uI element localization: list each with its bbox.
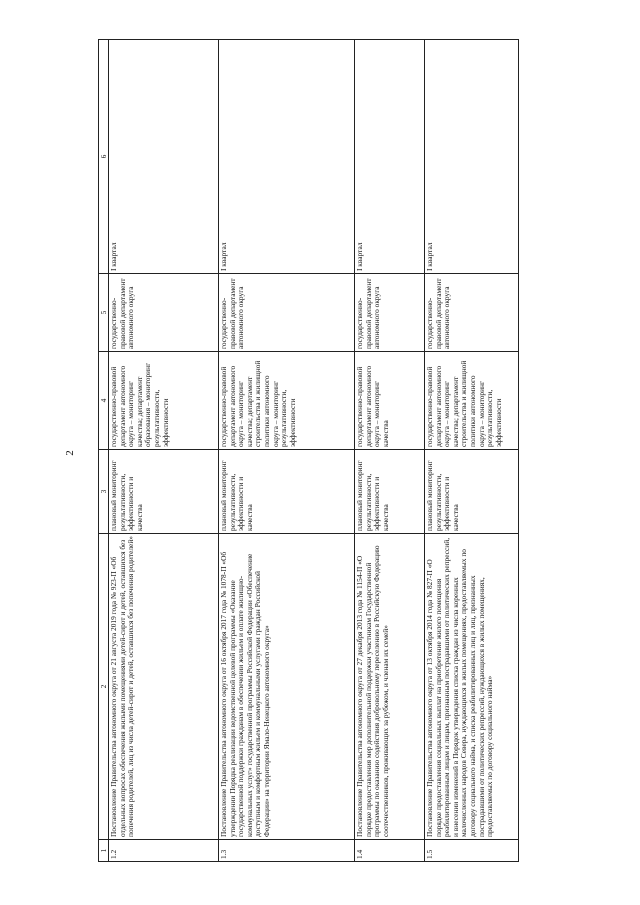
document-title: Постановление Правительства автономного округа от 21 августа 2019 года № 923-П «Об отдельных вопросах обеспечения жилыми помещениями детей-сирот и детей, оставшихся без попечения родителей, лиц из числа детей-сирот и детей, оставшихся без попечения родителей»	[109, 534, 219, 840]
monitoring-type: плановый мониторинг результативности, эффективности и качества	[109, 450, 219, 534]
header-cell-6: 6	[99, 40, 109, 274]
participants: государственно-правовой департамент автономного округа – мониторинг качества; департамент образования – мониторинг результативности, эффективности	[109, 352, 219, 450]
document-title: Постановление Правительства автономного округа от 13 октября 2014 года № 827-П «О порядке предоставления социальных выплат на приобретение жилого помещения реабилитированным лицам и лицам, признанным пострадавшими от политических репрессий, и внесении изменений в Порядок утверждения списка граждан из числа коренных малочисленных народов Севера, нуждающихся в жилых помещениях, предоставляемых по договору социального найма, и списка реабилитированных лиц и лиц, признанных пострадавшими от политических репрессий, нуждающихся в жилых помещениях, предоставляемых по договору социального найма»	[425, 534, 519, 840]
header-cell-3: 3	[99, 450, 109, 534]
header-cell-2: 2	[99, 534, 109, 840]
rotated-table-frame	[98, 40, 518, 862]
responsible: государственно-правовой департамент автономного округа	[219, 274, 355, 352]
table-row	[219, 40, 355, 862]
term: I квартал	[219, 40, 355, 274]
row-number: 1.5	[425, 840, 519, 862]
participants: государственно-правовой департамент автономного округа – мониторинг качества; департамент строительства и жилищной политики автономного округа – мониторинг результативности, эффективности	[219, 352, 355, 450]
table-container	[98, 40, 518, 862]
responsible: государственно-правовой департамент автономного округа	[109, 274, 219, 352]
monitoring-type: плановый мониторинг результативности, эффективности и качества	[355, 450, 425, 534]
table-row	[109, 40, 219, 862]
row-number: 1.2	[109, 840, 219, 862]
monitoring-type: плановый мониторинг результативности, эффективности и качества	[425, 450, 519, 534]
header-cell-4: 4	[99, 352, 109, 450]
responsible: государственно-правовой департамент автономного округа	[355, 274, 425, 352]
participants: государственно-правовой департамент автономного округа – мониторинг качества	[355, 352, 425, 450]
table-row	[355, 40, 425, 862]
participants: государственно-правовой департамент автономного округа – мониторинг качества; департамент строительства и жилищной политики автономного округа – мониторинг результативности, эффективности	[425, 352, 519, 450]
term: I квартал	[355, 40, 425, 274]
row-number: 1.3	[219, 840, 355, 862]
responsible: государственно-правовой департамент автономного округа	[425, 274, 519, 352]
header-cell-1: 1	[99, 840, 109, 862]
page-number: 2	[64, 450, 76, 456]
header-cell-5: 5	[99, 274, 109, 352]
term: I квартал	[109, 40, 219, 274]
monitoring-plan-table	[98, 39, 519, 862]
header-row	[99, 40, 109, 862]
term: I квартал	[425, 40, 519, 274]
table-row	[425, 40, 519, 862]
row-number: 1.4	[355, 840, 425, 862]
document-title: Постановление Правительства автономного округа от 27 декабря 2013 года № 1154-П «О порядке предоставления мер дополнительной поддержки участникам Государственной программы по оказанию содействия добровольному переселению в Российскую Федерацию соотечественников, проживающих за рубежом, и членам их семей»	[355, 534, 425, 840]
document-title: Постановление Правительства автономного округа от 16 октября 2017 года № 1078-П «Об утверждении Порядка реализации ведомственной целевой программы «Оказание государственной поддержки гражданам в обеспечении жильем и оплате жилищно-коммунальных услуг» государственной программы Российской Федерации «Обеспечение доступным и комфортным жильем и коммунальными услугами граждан Российской Федерации» на территории Ямало-Ненецкого автономного округа»	[219, 534, 355, 840]
monitoring-type: плановый мониторинг результативности, эффективности и качества	[219, 450, 355, 534]
